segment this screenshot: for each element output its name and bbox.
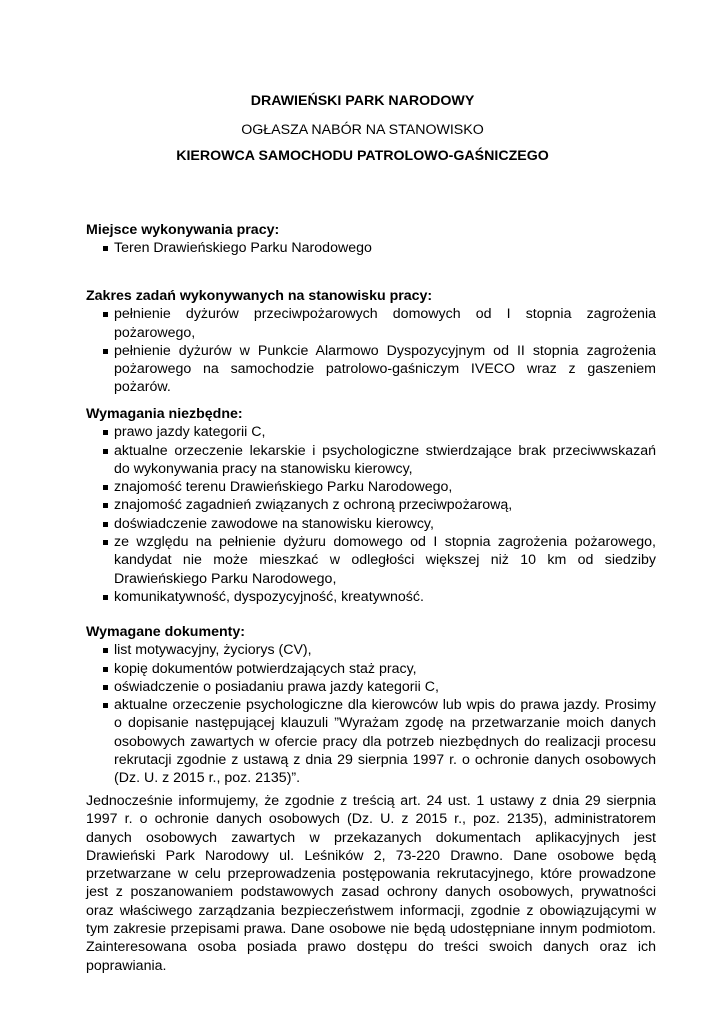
- list-item: pełnienie dyżurów przeciwpożarowych domowych od I stopnia zagrożenia pożarowego,: [86, 305, 656, 342]
- list-item: aktualne orzeczenie lekarskie i psychologiczne stwierdzające brak przeciwwskazań do wykonywania pracy na stanowisku kierowcy,: [86, 442, 656, 479]
- list-item: znajomość zagadnień związanych z ochroną przeciwpożarową,: [86, 496, 656, 514]
- data-protection-notice: Jednocześnie informujemy, że zgodnie z treścią art. 24 ust. 1 ustawy z dnia 29 sierpnia 1997 r. o ochronie danych osobowych (Dz. U. z 2015 r., poz. 2135), administratorem danych osobowych zawartych w przekazanych dokumentach aplikacyjnych jest Drawieński Park Narodowy ul. Leśników 2, 73-220 Drawno. Dane osobowe będą przetwarzane w celu przeprowadzenia postępowania rekrutacyjnego, które prowadzone jest z poszanowaniem podstawowych zasad ochrony danych osobowych, prywatności oraz właściwego zarządzania bezpieczeństwem informacji, zgodnie z obowiązującymi w tym zakresie przepisami prawa. Dane osobowe nie będą udostępniane innym podmiotom. Zainteresowana osoba posiada prawo dostępu do treści swoich danych oraz ich poprawiania.: [86, 793, 656, 974]
- list-item: oświadczenie o posiadaniu prawa jazdy kategorii C,: [86, 678, 656, 696]
- documents-heading: Wymagane dokumenty:: [86, 624, 245, 640]
- list-item: list motywacyjny, życiorys (CV),: [86, 641, 656, 659]
- requirements-list: [86, 423, 656, 606]
- duties-heading: Zakres zadań wykonywanych na stanowisku pracy:: [86, 288, 433, 304]
- announcement-subtitle: OGŁASZA NABÓR NA STANOWISKO: [241, 122, 484, 138]
- list-item: aktualne orzeczenie psychologiczne dla kierowców lub wpis do prawa jazdy. Prosimy o dopisanie następującej klauzuli ”Wyrażam zgodę na przetwarzanie moich danych osobowych zawartych w ofercie pracy dla potrzeb niezbędnych do realizacji procesu rekrutacji zgodnie z ustawą z dnia 29 sierpnia 1997 r. o ochronie danych osobowych (Dz. U. z 2015 r., poz. 2135)”.: [86, 696, 656, 787]
- org-title: DRAWIEŃSKI PARK NARODOWY: [250, 93, 475, 109]
- list-item: Teren Drawieńskiego Parku Narodowego: [86, 239, 656, 257]
- duties-list: [86, 305, 656, 396]
- list-item: kopię dokumentów potwierdzających staż pracy,: [86, 660, 656, 678]
- list-item: komunikatywność, dyspozycyjność, kreatywność.: [86, 588, 656, 606]
- location-heading: Miejsce wykonywania pracy:: [86, 222, 280, 238]
- documents-section: [86, 623, 656, 788]
- duties-section: [86, 287, 656, 397]
- list-item: ze względu na pełnienie dyżuru domowego od I stopnia zagrożenia pożarowego, kandydat nie może mieszkać w odległości większej niż 10 km od siedziby Drawieńskiego Parku Narodowego,: [86, 533, 656, 588]
- list-item: znajomość terenu Drawieńskiego Parku Narodowego,: [86, 478, 656, 496]
- position-title: KIEROWCA SAMOCHODU PATROLOWO-GAŚNICZEGO: [176, 148, 549, 164]
- location-list: [86, 239, 656, 257]
- requirements-section: [86, 405, 656, 606]
- list-item: prawo jazdy kategorii C,: [86, 423, 656, 441]
- documents-list: [86, 641, 656, 787]
- list-item: doświadczenie zawodowe na stanowisku kierowcy,: [86, 515, 656, 533]
- list-item: pełnienie dyżurów w Punkcie Alarmowo Dyspozycyjnym od II stopnia zagrożenia pożarowego na samochodzie patrolowo-gaśniczym IVECO wraz z gaszeniem pożarów.: [86, 342, 656, 397]
- location-section: [86, 221, 656, 258]
- requirements-heading: Wymagania niezbędne:: [86, 406, 243, 422]
